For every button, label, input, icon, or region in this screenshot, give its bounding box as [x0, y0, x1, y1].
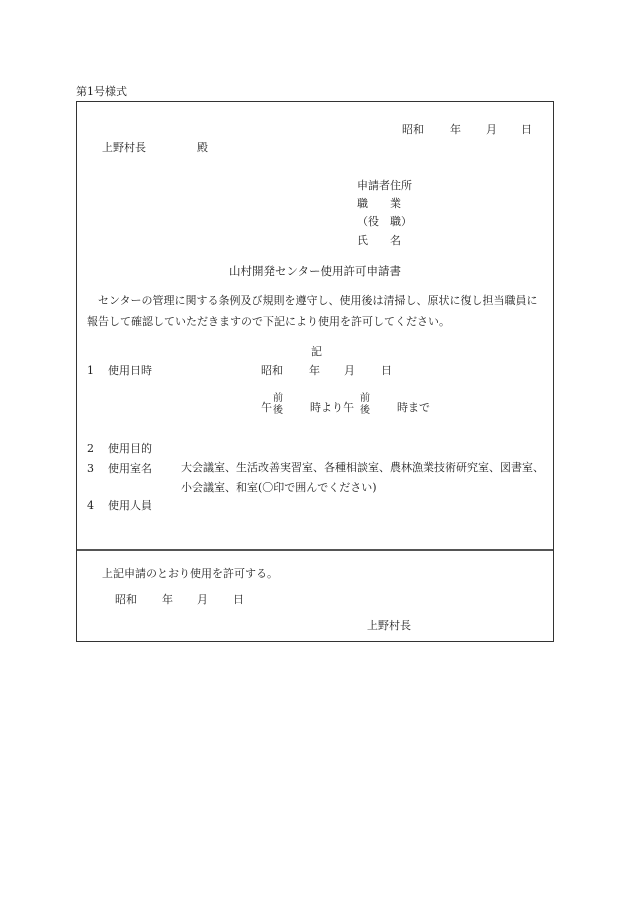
ampm-selector-1	[273, 393, 283, 417]
request-body: センターの管理に関する条例及び規則を遵守し、使用後は清掃し、原状に復し担当職員に報告して確認していただきますので下記により使用を許可してください。	[87, 294, 538, 328]
applicant-occupation-label: 職 業	[357, 197, 401, 210]
addressee-name: 上野村長	[102, 141, 146, 154]
applicant-position-label: （役 職）	[357, 215, 412, 228]
date-day: 日	[521, 123, 532, 136]
date-month: 月	[486, 123, 497, 136]
date-year: 年	[450, 123, 461, 136]
time-go-2: 午	[343, 401, 354, 414]
item-label: 使用日時	[108, 364, 152, 377]
usage-date-day: 日	[381, 364, 392, 377]
applicant-address-label: 申請者住所	[357, 179, 412, 192]
ampm-ato: 後	[360, 405, 370, 416]
date-era: 昭和	[402, 123, 424, 136]
ampm-zen: 前	[360, 393, 370, 404]
time-go-1: 午	[261, 401, 272, 414]
item-number: 3	[87, 462, 94, 475]
time-from: 時より	[310, 401, 343, 414]
addressee-honorific: 殿	[197, 141, 208, 154]
document-title: 山村開発センター使用許可申請書	[228, 264, 402, 278]
usage-date-year: 年	[309, 364, 320, 377]
item-number: 2	[87, 442, 94, 455]
permission-signer: 上野村長	[367, 619, 411, 632]
permission-date-month: 月	[197, 593, 208, 606]
usage-date-month: 月	[344, 364, 355, 377]
item-number: 4	[87, 499, 94, 512]
item-label: 使用目的	[108, 442, 152, 455]
item-label: 使用室名	[108, 462, 152, 475]
applicant-name-label: 氏 名	[357, 234, 401, 247]
form-number: 第1号様式	[76, 85, 127, 98]
item-label: 使用人員	[108, 499, 152, 512]
ampm-selector-2	[360, 393, 370, 417]
permission-date-day: 日	[233, 593, 244, 606]
ampm-ato: 後	[273, 405, 283, 416]
permission-date-era: 昭和	[115, 593, 137, 606]
permission-date-year: 年	[162, 593, 173, 606]
usage-date-era: 昭和	[261, 364, 283, 377]
time-until: 時まで	[397, 401, 430, 414]
form-frame	[76, 101, 554, 642]
ampm-zen: 前	[273, 393, 283, 404]
item-number: 1	[87, 364, 94, 377]
room-list: 大会議室、生活改善実習室、各種相談室、農林漁業技術研究室、図書室、小会議室、和室(〇印で囲んでください)	[181, 461, 544, 494]
section-divider	[77, 549, 553, 551]
permission-text: 上記申請のとおり使用を許可する。	[102, 567, 278, 580]
ki-marker: 記	[311, 345, 322, 358]
